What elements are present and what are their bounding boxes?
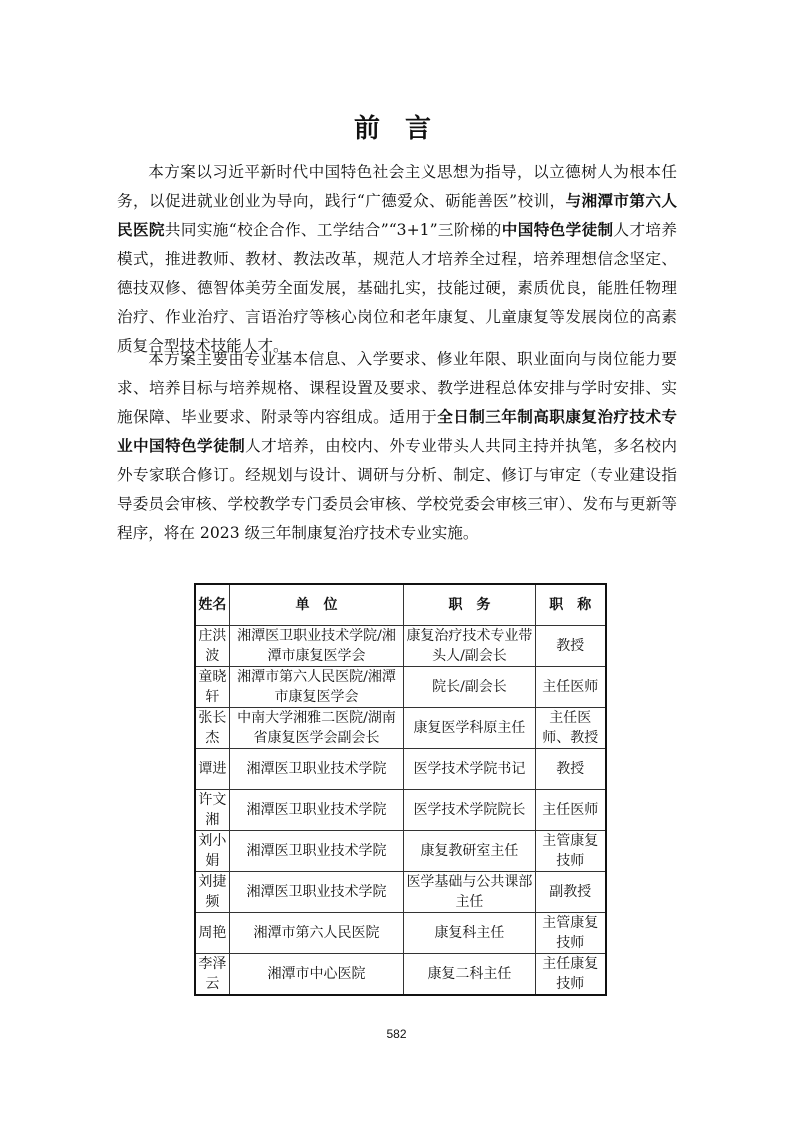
table-row	[195, 667, 606, 708]
table-row	[195, 872, 606, 913]
header-unit: 单 位	[229, 584, 404, 626]
table-row	[195, 708, 606, 749]
position-cell: 康复教研室主任	[404, 831, 535, 872]
text-segment: 人才培养，由校内、外专业带头人共同主持并执笔，多名校内外专家联合修订。经规划与设计、调研与分析、制定、修订与审定（专业建设指导委员会审核、学校教学专门委员会审核、学校党委会审核三审）、发布与更新等程序，将在 2023 级三年制康复治疗技术专业实施。	[117, 437, 677, 542]
position-cell: 医学技术学院院长	[404, 790, 535, 831]
position-cell: 医学基础与公共课部主任	[404, 872, 535, 913]
text-segment: 本方案以习近平新时代中国特色社会主义思想为指导，以立德树人为根本任务，以促进就业创业为导向，践行“广德爱众、砺能善医”校训，	[117, 163, 677, 210]
name-cell: 庄洪波	[195, 626, 229, 667]
title-cell: 主任医师	[535, 790, 606, 831]
text-segment: 人才培养模式，推进教师、教材、教法改革，规范人才培养全过程，培养理想信念坚定、德技双修、德智体美劳全面发展，基础扎实，技能过硬，素质优良，能胜任物理治疗、作业治疗、言语治疗等核心岗位和老年康复、儿童康复等发展岗位的高素质复合型技术技能人才。	[117, 221, 677, 355]
name-cell: 童晓轩	[195, 667, 229, 708]
title-cell: 主任医师、教授	[535, 708, 606, 749]
title-cell: 教授	[535, 626, 606, 667]
position-cell: 康复二科主任	[404, 954, 535, 996]
title-cell: 主任医师	[535, 667, 606, 708]
table-row	[195, 749, 606, 790]
unit-cell: 湘潭医卫职业技术学院/湘潭市康复医学会	[229, 626, 404, 667]
table-row	[195, 913, 606, 954]
position-cell: 院长/副会长	[404, 667, 535, 708]
bold-text-segment: 全日制三年制高职康复治疗技术专业中国特色学徒制	[117, 408, 677, 455]
table-row	[195, 626, 606, 667]
header-position: 职 务	[404, 584, 535, 626]
position-cell: 康复科主任	[404, 913, 535, 954]
text-segment: 本方案主要由专业基本信息、入学要求、修业年限、职业面向与岗位能力要求、培养目标与培养规格、课程设置及要求、教学进程总体安排与学时安排、实施保障、毕业要求、附录等内容组成。适用于	[117, 350, 677, 426]
name-cell: 刘小娟	[195, 831, 229, 872]
header-name: 姓名	[195, 584, 229, 626]
title-cell: 主任康复技师	[535, 954, 606, 996]
unit-cell: 湘潭医卫职业技术学院	[229, 872, 404, 913]
unit-cell: 湘潭医卫职业技术学院	[229, 831, 404, 872]
unit-cell: 中南大学湘雅二医院/湖南省康复医学会副会长	[229, 708, 404, 749]
bold-text-segment: 与湘潭市第六人民医院	[117, 192, 677, 239]
name-cell: 许文湘	[195, 790, 229, 831]
title-cell: 主管康复技师	[535, 913, 606, 954]
table-header-row	[195, 584, 606, 626]
table-row	[195, 831, 606, 872]
name-cell: 张长杰	[195, 708, 229, 749]
table-row	[195, 954, 606, 996]
name-cell: 李泽云	[195, 954, 229, 996]
expert-table	[194, 583, 607, 996]
page-title: 前 言	[353, 114, 440, 144]
unit-cell: 湘潭市中心医院	[229, 954, 404, 996]
name-cell: 谭进	[195, 749, 229, 790]
unit-cell: 湘潭市第六人民医院	[229, 913, 404, 954]
unit-cell: 湘潭医卫职业技术学院	[229, 749, 404, 790]
position-cell: 康复医学科原主任	[404, 708, 535, 749]
preface-paragraph-2	[117, 345, 677, 548]
title-cell: 主管康复技师	[535, 831, 606, 872]
name-cell: 刘捷频	[195, 872, 229, 913]
unit-cell: 湘潭医卫职业技术学院	[229, 790, 404, 831]
title-cell: 教授	[535, 749, 606, 790]
bold-text-segment: 中国特色学徒制	[501, 221, 614, 239]
name-cell: 周艳	[195, 913, 229, 954]
page-number: 582	[386, 1027, 407, 1041]
header-title: 职 称	[535, 584, 606, 626]
preface-paragraph-1	[117, 158, 677, 361]
position-cell: 康复治疗技术专业带头人/副会长	[404, 626, 535, 667]
title-cell: 副教授	[535, 872, 606, 913]
unit-cell: 湘潭市第六人民医院/湘潭市康复医学会	[229, 667, 404, 708]
position-cell: 医学技术学院书记	[404, 749, 535, 790]
table-row	[195, 790, 606, 831]
text-segment: 共同实施“校企合作、工学结合”“3+1”三阶梯的	[164, 221, 502, 239]
